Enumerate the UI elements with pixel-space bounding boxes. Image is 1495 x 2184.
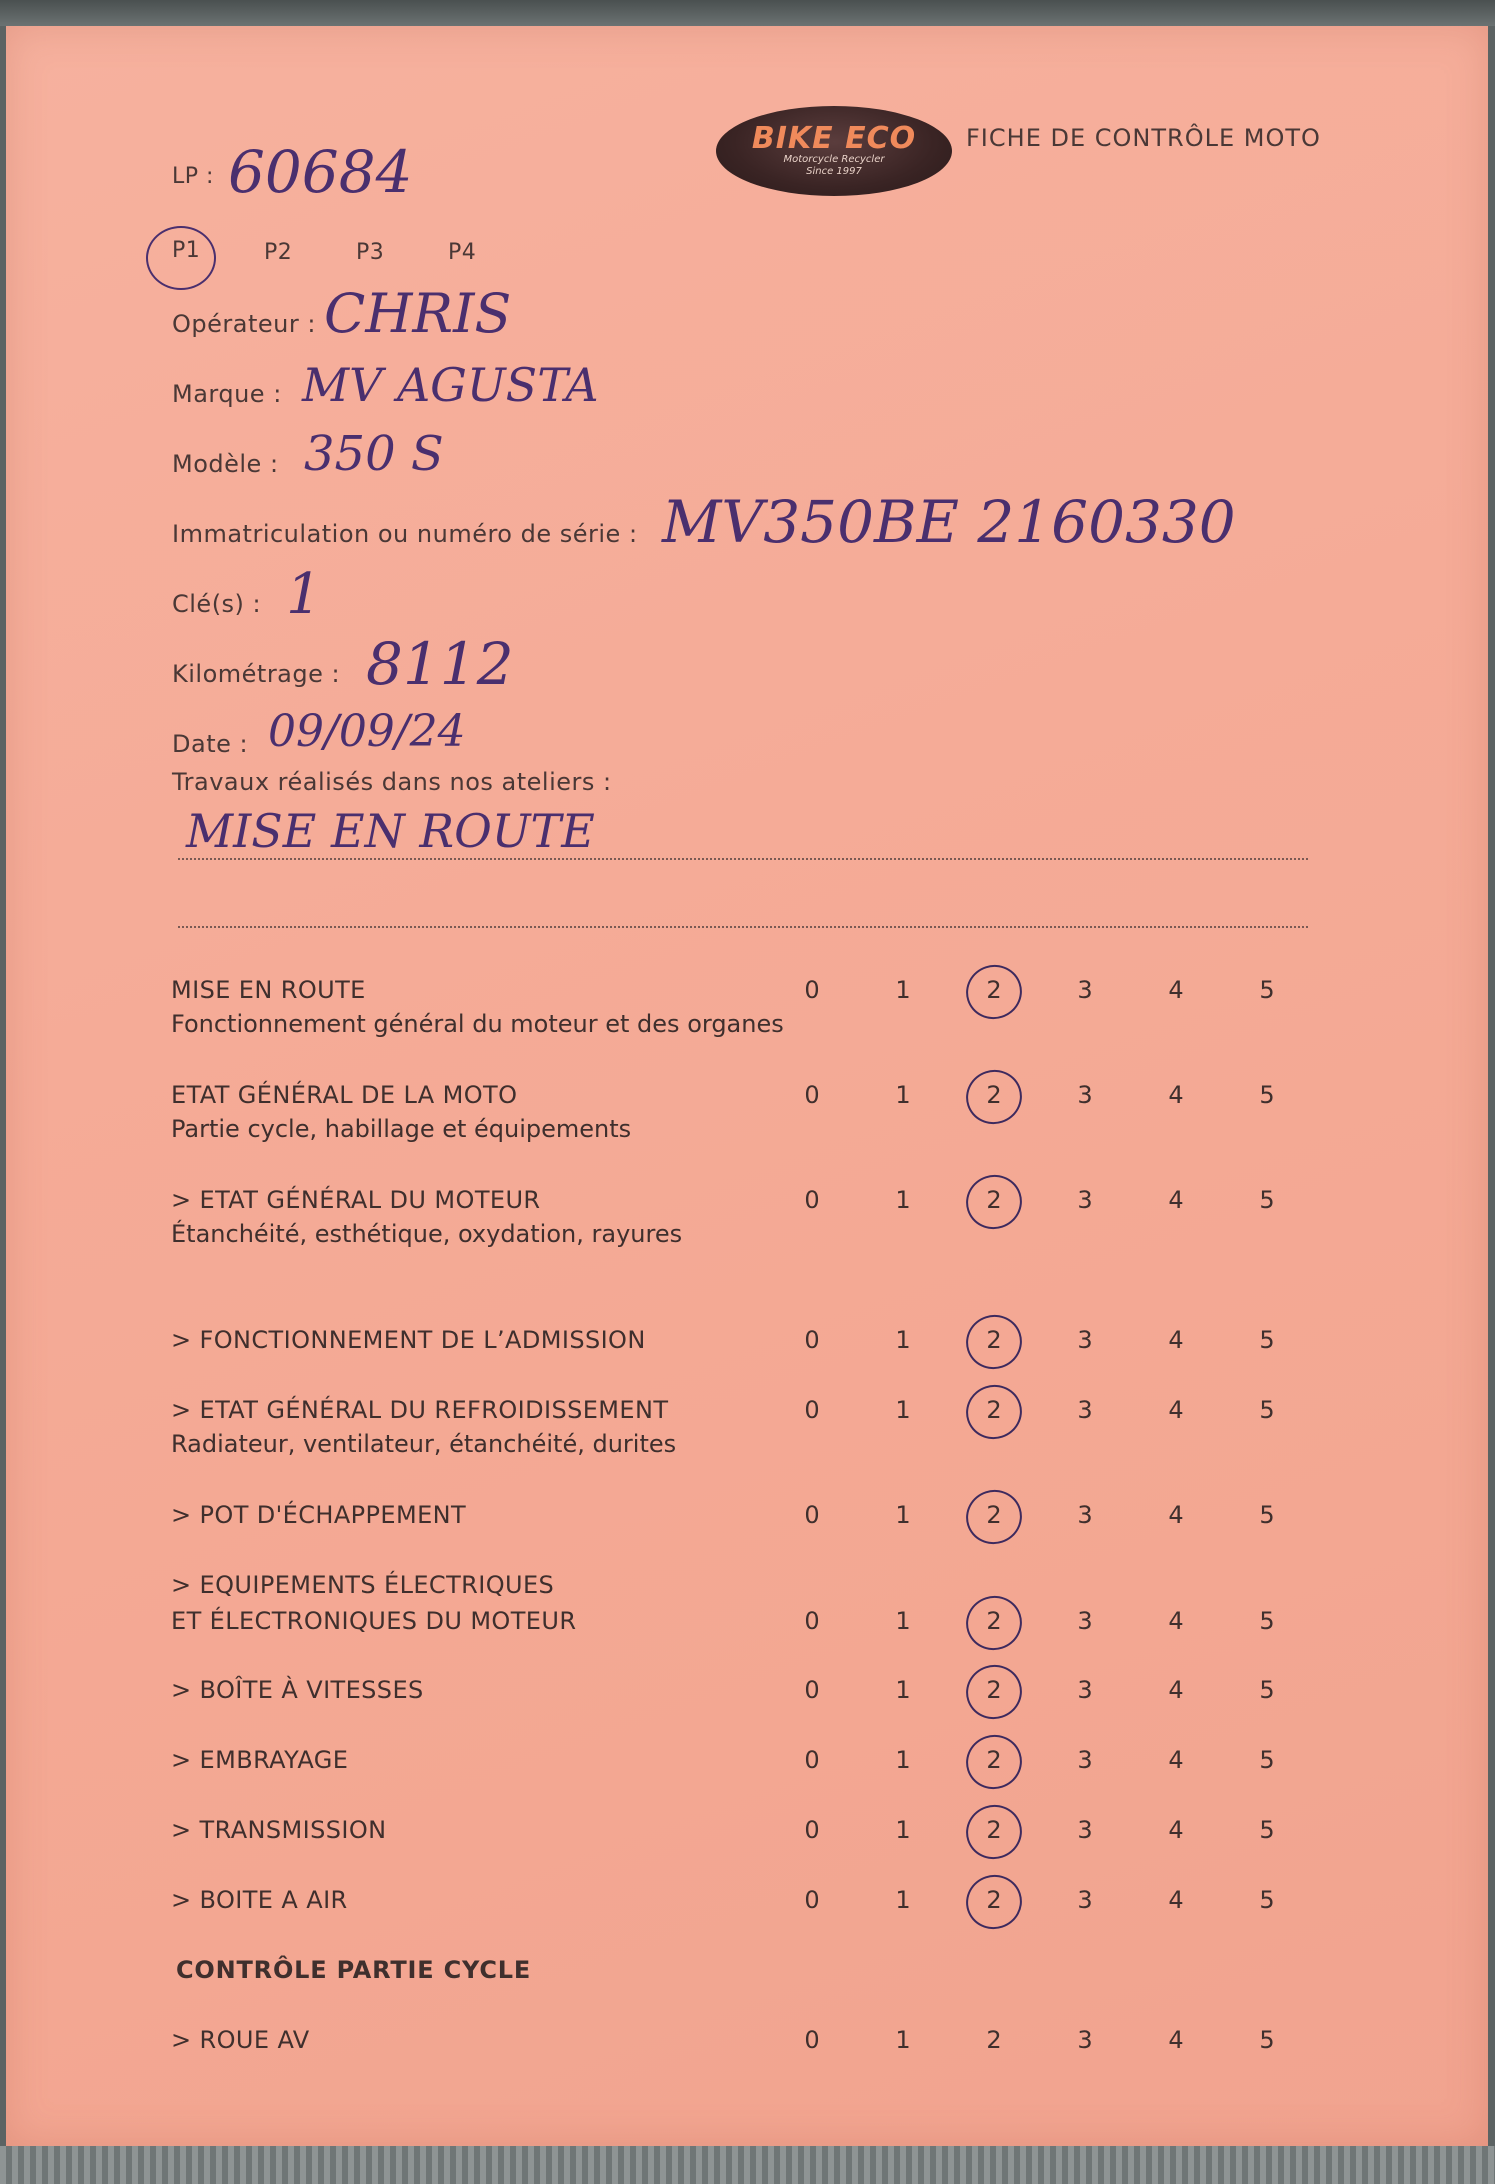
score-value: 4	[1168, 1816, 1184, 1844]
score-value: 4	[1168, 976, 1184, 1004]
check-5-score-3[interactable]	[1065, 1501, 1105, 1529]
immatriculation-label: Immatriculation ou numéro de série :	[172, 520, 638, 548]
check-1-score-4[interactable]	[1156, 1081, 1196, 1109]
score-selected-circle	[959, 1483, 1029, 1552]
score-selected-circle	[959, 1063, 1029, 1132]
score-value: 5	[1259, 2026, 1275, 2054]
score-value: 4	[1168, 1676, 1184, 1704]
score-value: 4	[1168, 1326, 1184, 1354]
score-value: 1	[895, 1081, 911, 1109]
score-value: 5	[1259, 1501, 1275, 1529]
immatriculation-value[interactable]: MV350BE 2160330	[662, 488, 1236, 556]
score-value: 0	[804, 1501, 820, 1529]
check-0-score-4[interactable]	[1156, 976, 1196, 1004]
score-value: 2	[986, 1081, 1002, 1109]
check-6-score-4[interactable]	[1156, 1607, 1196, 1635]
travaux-line-1	[178, 858, 1308, 860]
score-value: 4	[1168, 1396, 1184, 1424]
score-value: 1	[895, 1326, 911, 1354]
score-value: 2	[986, 1746, 1002, 1774]
score-value: 3	[1077, 1607, 1093, 1635]
score-value: 3	[1077, 1886, 1093, 1914]
check-1-score-5[interactable]	[1247, 1081, 1287, 1109]
score-value: 2	[986, 2026, 1002, 2054]
score-value: 3	[1077, 976, 1093, 1004]
score-value: 2	[986, 1816, 1002, 1844]
logo-subtext: Motorcycle Recycler	[783, 154, 885, 165]
check-4-score-2[interactable]	[974, 1396, 1014, 1424]
check-3-score-4[interactable]	[1156, 1326, 1196, 1354]
score-value: 5	[1259, 1396, 1275, 1424]
score-selected-circle	[959, 1658, 1029, 1727]
kilometrage-label: Kilométrage :	[172, 660, 341, 688]
logo-subtext-year: Since 1997	[806, 166, 862, 177]
score-selected-circle	[959, 1868, 1029, 1937]
kilometrage-value[interactable]: 8112	[366, 630, 514, 698]
check-1-score-0[interactable]	[792, 1081, 832, 1109]
score-value: 0	[804, 1326, 820, 1354]
score-value: 0	[804, 2026, 820, 2054]
score-value: 3	[1077, 1501, 1093, 1529]
check-2-score-0[interactable]	[792, 1186, 832, 1214]
position-p3[interactable]: P3	[356, 240, 385, 265]
score-value: 1	[895, 1186, 911, 1214]
score-value: 4	[1168, 1746, 1184, 1774]
score-value: 5	[1259, 1676, 1275, 1704]
operateur-label: Opérateur :	[172, 310, 316, 338]
score-value: 1	[895, 1816, 911, 1844]
check-10-score-0[interactable]	[792, 1886, 832, 1914]
check-5-score-0[interactable]	[792, 1501, 832, 1529]
operateur-value[interactable]: CHRIS	[324, 282, 512, 345]
check-7-score-1[interactable]	[883, 1676, 923, 1704]
score-value: 5	[1259, 976, 1275, 1004]
date-value[interactable]: 09/09/24	[268, 706, 466, 757]
score-value: 5	[1259, 1746, 1275, 1774]
check-9-score-4[interactable]	[1156, 1816, 1196, 1844]
score-selected-circle	[959, 1168, 1029, 1237]
cycle-check-0-score-4[interactable]	[1156, 2026, 1196, 2054]
score-value: 0	[804, 1816, 820, 1844]
check-0-title: MISE EN ROUTE	[171, 976, 366, 1004]
score-value: 2	[986, 1501, 1002, 1529]
check-1-score-3[interactable]	[1065, 1081, 1105, 1109]
check-6-score-5[interactable]	[1247, 1607, 1287, 1635]
score-value: 3	[1077, 1676, 1093, 1704]
check-7-score-5[interactable]	[1247, 1676, 1287, 1704]
score-value: 1	[895, 2026, 911, 2054]
check-2-score-1[interactable]	[883, 1186, 923, 1214]
logo-text: BIKE ECO	[751, 121, 917, 156]
check-7-score-0[interactable]	[792, 1676, 832, 1704]
score-value: 1	[895, 1396, 911, 1424]
score-value: 5	[1259, 1186, 1275, 1214]
plastic-sleeve-top	[0, 0, 1495, 26]
score-value: 5	[1259, 1886, 1275, 1914]
check-0-score-3[interactable]	[1065, 976, 1105, 1004]
check-7-score-4[interactable]	[1156, 1676, 1196, 1704]
cles-value[interactable]: 1	[286, 562, 322, 627]
score-value: 4	[1168, 1607, 1184, 1635]
bike-eco-logo	[716, 106, 952, 196]
score-value: 2	[986, 1607, 1002, 1635]
check-6-score-1[interactable]	[883, 1607, 923, 1635]
section-partie-cycle: CONTRÔLE PARTIE CYCLE	[176, 1956, 532, 1984]
check-5-score-5[interactable]	[1247, 1501, 1287, 1529]
travaux-value[interactable]: MISE EN ROUTE	[186, 804, 595, 858]
check-6-title: > EQUIPEMENTS ÉLECTRIQUES	[171, 1571, 555, 1599]
check-10-score-5[interactable]	[1247, 1886, 1287, 1914]
check-4-score-0[interactable]	[792, 1396, 832, 1424]
score-value: 1	[895, 1501, 911, 1529]
score-value: 2	[986, 1886, 1002, 1914]
score-value: 0	[804, 1186, 820, 1214]
score-value: 1	[895, 1607, 911, 1635]
score-value: 5	[1259, 1081, 1275, 1109]
check-1-title: ETAT GÉNÉRAL DE LA MOTO	[171, 1081, 518, 1109]
score-selected-circle	[959, 1378, 1029, 1447]
score-value: 0	[804, 1886, 820, 1914]
check-8-title: > EMBRAYAGE	[171, 1746, 349, 1774]
control-sheet	[6, 26, 1488, 2146]
score-value: 3	[1077, 1396, 1093, 1424]
check-8-score-3[interactable]	[1065, 1746, 1105, 1774]
lp-label: LP :	[172, 164, 214, 189]
score-value: 4	[1168, 2026, 1184, 2054]
score-value: 1	[895, 1886, 911, 1914]
check-8-score-0[interactable]	[792, 1746, 832, 1774]
score-value: 0	[804, 1676, 820, 1704]
score-value: 4	[1168, 1886, 1184, 1914]
check-7-score-3[interactable]	[1065, 1676, 1105, 1704]
check-2-score-4[interactable]	[1156, 1186, 1196, 1214]
cycle-check-0-title: > ROUE AV	[171, 2026, 310, 2054]
score-value: 2	[986, 976, 1002, 1004]
check-3-score-5[interactable]	[1247, 1326, 1287, 1354]
cycle-check-0-score-2[interactable]	[974, 2026, 1014, 2054]
cycle-check-0-score-1[interactable]	[883, 2026, 923, 2054]
score-value: 4	[1168, 1081, 1184, 1109]
score-value: 1	[895, 1746, 911, 1774]
check-4-score-4[interactable]	[1156, 1396, 1196, 1424]
check-1-subtitle: Partie cycle, habillage et équipements	[171, 1115, 632, 1143]
check-5-score-1[interactable]	[883, 1501, 923, 1529]
check-7-title: > BOÎTE À VITESSES	[171, 1676, 424, 1704]
check-10-score-2[interactable]	[974, 1886, 1014, 1914]
score-value: 2	[986, 1186, 1002, 1214]
check-0-score-2[interactable]	[974, 976, 1014, 1004]
check-2-score-2[interactable]	[974, 1186, 1014, 1214]
check-5-score-2[interactable]	[974, 1501, 1014, 1529]
check-6-title-line2: ET ÉLECTRONIQUES DU MOTEUR	[171, 1607, 577, 1635]
score-selected-circle	[959, 1308, 1029, 1377]
cles-label: Clé(s) :	[172, 590, 262, 618]
score-value: 4	[1168, 1501, 1184, 1529]
cycle-check-0-score-3[interactable]	[1065, 2026, 1105, 2054]
score-selected-circle	[959, 1728, 1029, 1797]
position-p1[interactable]: P1	[172, 238, 201, 263]
score-value: 0	[804, 1746, 820, 1774]
check-9-score-0[interactable]	[792, 1816, 832, 1844]
score-value: 0	[804, 1396, 820, 1424]
check-2-subtitle: Étanchéité, esthétique, oxydation, rayures	[171, 1220, 683, 1248]
check-9-score-2[interactable]	[974, 1816, 1014, 1844]
check-0-score-5[interactable]	[1247, 976, 1287, 1004]
date-label: Date :	[172, 730, 249, 758]
check-10-score-3[interactable]	[1065, 1886, 1105, 1914]
check-9-score-3[interactable]	[1065, 1816, 1105, 1844]
check-4-score-1[interactable]	[883, 1396, 923, 1424]
check-10-title: > BOITE A AIR	[171, 1886, 348, 1914]
score-selected-circle	[959, 1589, 1029, 1658]
modele-value[interactable]: 350 S	[304, 426, 444, 482]
score-selected-circle	[959, 958, 1029, 1027]
score-value: 5	[1259, 1607, 1275, 1635]
plastic-sleeve-binding	[0, 2146, 1495, 2184]
check-5-score-4[interactable]	[1156, 1501, 1196, 1529]
score-value: 0	[804, 1607, 820, 1635]
lp-value[interactable]: 60684	[228, 138, 413, 206]
check-4-score-3[interactable]	[1065, 1396, 1105, 1424]
check-9-title: > TRANSMISSION	[171, 1816, 387, 1844]
score-value: 3	[1077, 2026, 1093, 2054]
score-value: 0	[804, 1081, 820, 1109]
cycle-check-0-score-5[interactable]	[1247, 2026, 1287, 2054]
cycle-check-0-score-0[interactable]	[792, 2026, 832, 2054]
check-9-score-5[interactable]	[1247, 1816, 1287, 1844]
check-4-title: > ETAT GÉNÉRAL DU REFROIDISSEMENT	[171, 1396, 669, 1424]
score-value: 2	[986, 1676, 1002, 1704]
check-1-score-2[interactable]	[974, 1081, 1014, 1109]
check-6-score-2[interactable]	[974, 1607, 1014, 1635]
score-value: 3	[1077, 1081, 1093, 1109]
check-0-score-1[interactable]	[883, 976, 923, 1004]
check-2-score-5[interactable]	[1247, 1186, 1287, 1214]
travaux-label: Travaux réalisés dans nos ateliers :	[172, 768, 612, 796]
score-value: 5	[1259, 1816, 1275, 1844]
check-5-title: > POT D'ÉCHAPPEMENT	[171, 1501, 467, 1529]
check-6-score-3[interactable]	[1065, 1607, 1105, 1635]
travaux-line-2	[178, 926, 1308, 928]
score-value: 2	[986, 1326, 1002, 1354]
position-p4[interactable]: P4	[448, 240, 477, 265]
score-value: 3	[1077, 1326, 1093, 1354]
score-value: 3	[1077, 1746, 1093, 1774]
marque-value[interactable]: MV AGUSTA	[302, 358, 599, 412]
check-8-score-2[interactable]	[974, 1746, 1014, 1774]
check-8-score-4[interactable]	[1156, 1746, 1196, 1774]
check-8-score-1[interactable]	[883, 1746, 923, 1774]
check-2-score-3[interactable]	[1065, 1186, 1105, 1214]
check-9-score-1[interactable]	[883, 1816, 923, 1844]
score-value: 0	[804, 976, 820, 1004]
marque-label: Marque :	[172, 380, 282, 408]
score-value: 3	[1077, 1186, 1093, 1214]
check-3-score-0[interactable]	[792, 1326, 832, 1354]
check-0-score-0[interactable]	[792, 976, 832, 1004]
score-value: 1	[895, 1676, 911, 1704]
score-value: 3	[1077, 1816, 1093, 1844]
score-value: 1	[895, 976, 911, 1004]
modele-label: Modèle :	[172, 450, 279, 478]
check-10-score-4[interactable]	[1156, 1886, 1196, 1914]
check-8-score-5[interactable]	[1247, 1746, 1287, 1774]
check-4-subtitle: Radiateur, ventilateur, étanchéité, durites	[171, 1430, 677, 1458]
score-value: 5	[1259, 1326, 1275, 1354]
score-selected-circle	[959, 1798, 1029, 1867]
check-3-score-2[interactable]	[974, 1326, 1014, 1354]
check-10-score-1[interactable]	[883, 1886, 923, 1914]
check-3-score-3[interactable]	[1065, 1326, 1105, 1354]
check-3-title: > FONCTIONNEMENT DE L’ADMISSION	[171, 1326, 646, 1354]
check-2-title: > ETAT GÉNÉRAL DU MOTEUR	[171, 1186, 541, 1214]
position-p2[interactable]: P2	[264, 240, 293, 265]
score-value: 4	[1168, 1186, 1184, 1214]
sheet-title: FICHE DE CONTRÔLE MOTO	[966, 124, 1321, 152]
check-3-score-1[interactable]	[883, 1326, 923, 1354]
check-4-score-5[interactable]	[1247, 1396, 1287, 1424]
check-6-score-0[interactable]	[792, 1607, 832, 1635]
check-0-subtitle: Fonctionnement général du moteur et des organes	[171, 1010, 784, 1038]
score-value: 2	[986, 1396, 1002, 1424]
check-1-score-1[interactable]	[883, 1081, 923, 1109]
check-7-score-2[interactable]	[974, 1676, 1014, 1704]
